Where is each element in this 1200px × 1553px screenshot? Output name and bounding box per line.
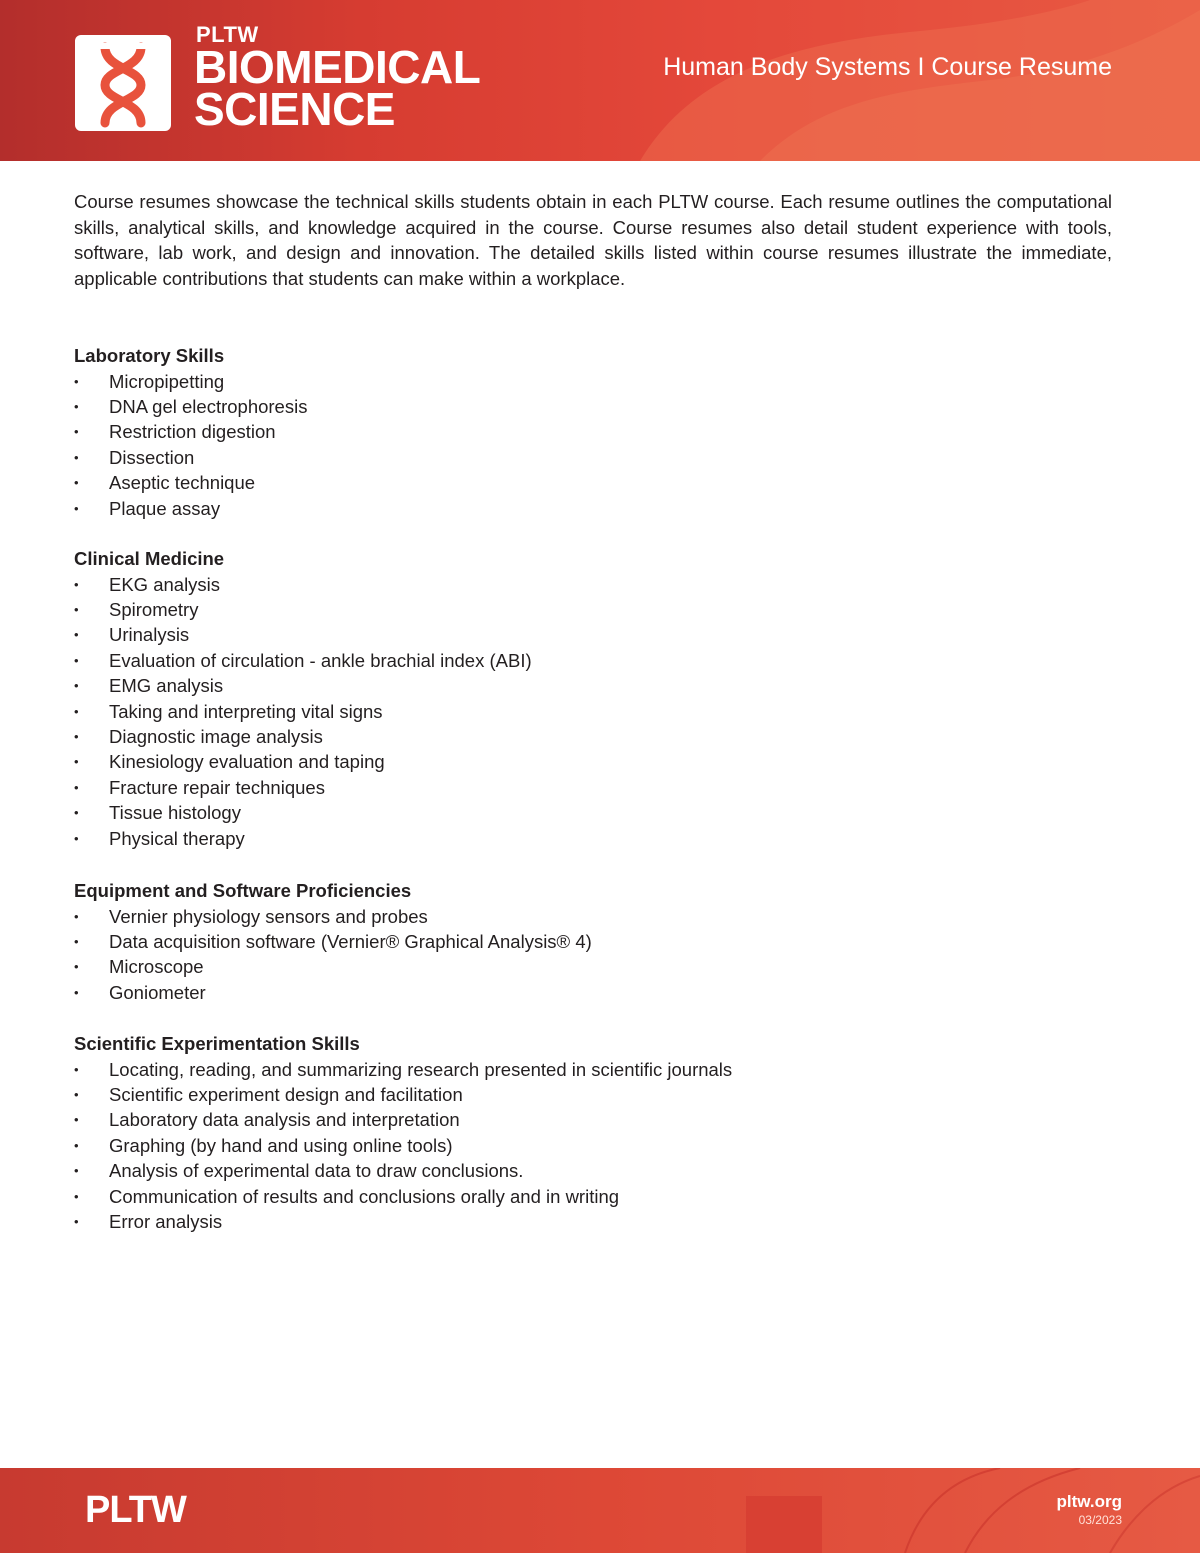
bullet-icon: • xyxy=(74,703,79,719)
section-heading: Scientific Experimentation Skills xyxy=(74,1033,360,1054)
bullet-icon: • xyxy=(74,933,79,949)
list-item: • DNA gel electrophoresis xyxy=(74,394,1074,419)
document-title: Human Body Systems I Course Resume xyxy=(663,53,1112,81)
list-item: • Urinalysis xyxy=(74,622,1074,647)
footer-banner xyxy=(0,1468,1200,1553)
bullet-icon: • xyxy=(74,424,79,440)
list-item: • Tissue histology xyxy=(74,800,1074,825)
list-item: • Physical therapy xyxy=(74,826,1074,851)
bullet-icon: • xyxy=(74,576,79,592)
list-item: • Communication of results and conclusions orally and in writing xyxy=(74,1184,1074,1209)
bullet-icon: • xyxy=(74,627,79,643)
list-item: • Graphing (by hand and using online tools) xyxy=(74,1133,1074,1158)
list-item: • Fracture repair techniques xyxy=(74,775,1074,800)
section-equipment-software xyxy=(74,878,1074,1005)
bullet-icon: • xyxy=(74,908,79,924)
list-item: • Spirometry xyxy=(74,597,1074,622)
bullet-icon: • xyxy=(74,398,79,414)
brand-title-line1: BIOMEDICAL xyxy=(194,41,481,93)
dna-helix-icon xyxy=(75,35,171,131)
bullet-icon: • xyxy=(74,1137,79,1153)
section-clinical-medicine xyxy=(74,546,1074,851)
footer-url-link[interactable]: pltw.org xyxy=(1056,1492,1122,1511)
bullet-icon: • xyxy=(74,500,79,516)
list-item: • Taking and interpreting vital signs xyxy=(74,699,1074,724)
bullet-icon: • xyxy=(74,449,79,465)
skill-list xyxy=(74,1057,1074,1235)
bullet-icon: • xyxy=(74,1112,79,1128)
bullet-icon: • xyxy=(74,830,79,846)
skill-list xyxy=(74,369,1074,521)
list-item: • Goniometer xyxy=(74,980,1074,1005)
header-banner xyxy=(0,0,1200,161)
list-item: • Aseptic technique xyxy=(74,470,1074,495)
list-item: • EMG analysis xyxy=(74,673,1074,698)
list-item: • Restriction digestion xyxy=(74,419,1074,444)
list-item: • Micropipetting xyxy=(74,369,1074,394)
section-heading: Clinical Medicine xyxy=(74,548,225,569)
list-item: • Diagnostic image analysis xyxy=(74,724,1074,749)
section-heading: Equipment and Software Proficiencies xyxy=(74,880,412,901)
intro-paragraph: Course resumes showcase the technical skills students obtain in each PLTW course. Each resume outlines the computational skills, analytical skills, and knowledge acquired in the course. Course resumes also detail student experience with tools, software, lab work, and design and innovation. The detailed skills listed within course resumes illustrate the immediate, applicable contributions that students can make within a workplace. xyxy=(74,191,1112,289)
bullet-icon: • xyxy=(74,652,79,668)
bullet-icon: • xyxy=(74,984,79,1000)
section-heading: Laboratory Skills xyxy=(74,345,225,366)
brand-pltw-small: PLTW xyxy=(196,22,259,47)
bullet-icon: • xyxy=(74,1061,79,1077)
footer-date: 03/2023 xyxy=(1078,1513,1122,1527)
list-item: • Error analysis xyxy=(74,1209,1074,1234)
bullet-icon: • xyxy=(74,601,79,617)
list-item: • Scientific experiment design and facilitation xyxy=(74,1082,1074,1107)
list-item: • Plaque assay xyxy=(74,496,1074,521)
brand-title-line2: SCIENCE xyxy=(194,83,395,135)
list-item: • Vernier physiology sensors and probes xyxy=(74,904,1074,929)
skill-list xyxy=(74,572,1074,851)
bullet-icon: • xyxy=(74,1163,79,1179)
section-scientific-experimentation xyxy=(74,1031,1074,1234)
bullet-icon: • xyxy=(74,373,79,389)
list-item: • Laboratory data analysis and interpretation xyxy=(74,1107,1074,1132)
list-item: • Data acquisition software (Vernier® Graphical Analysis® 4) xyxy=(74,929,1074,954)
section-laboratory-skills xyxy=(74,343,1074,521)
list-item: • Kinesiology evaluation and taping xyxy=(74,749,1074,774)
list-item: • Analysis of experimental data to draw conclusions. xyxy=(74,1158,1074,1183)
list-item: • Microscope xyxy=(74,954,1074,979)
list-item: • EKG analysis xyxy=(74,572,1074,597)
skill-list xyxy=(74,904,1074,1006)
dna-logo xyxy=(75,35,171,131)
bullet-icon: • xyxy=(74,754,79,770)
list-item: • Evaluation of circulation - ankle brachial index (ABI) xyxy=(74,648,1074,673)
bullet-icon: • xyxy=(74,959,79,975)
list-item: • Locating, reading, and summarizing research presented in scientific journals xyxy=(74,1057,1074,1082)
bullet-icon: • xyxy=(74,1188,79,1204)
bullet-icon: • xyxy=(74,1213,79,1229)
footer-pltw-logo: PLTW xyxy=(85,1489,186,1531)
bullet-icon: • xyxy=(74,779,79,795)
bullet-icon: • xyxy=(74,475,79,491)
bullet-icon: • xyxy=(74,1086,79,1102)
bullet-icon: • xyxy=(74,805,79,821)
bullet-icon: • xyxy=(74,728,79,744)
bullet-icon: • xyxy=(74,678,79,694)
list-item: • Dissection xyxy=(74,445,1074,470)
